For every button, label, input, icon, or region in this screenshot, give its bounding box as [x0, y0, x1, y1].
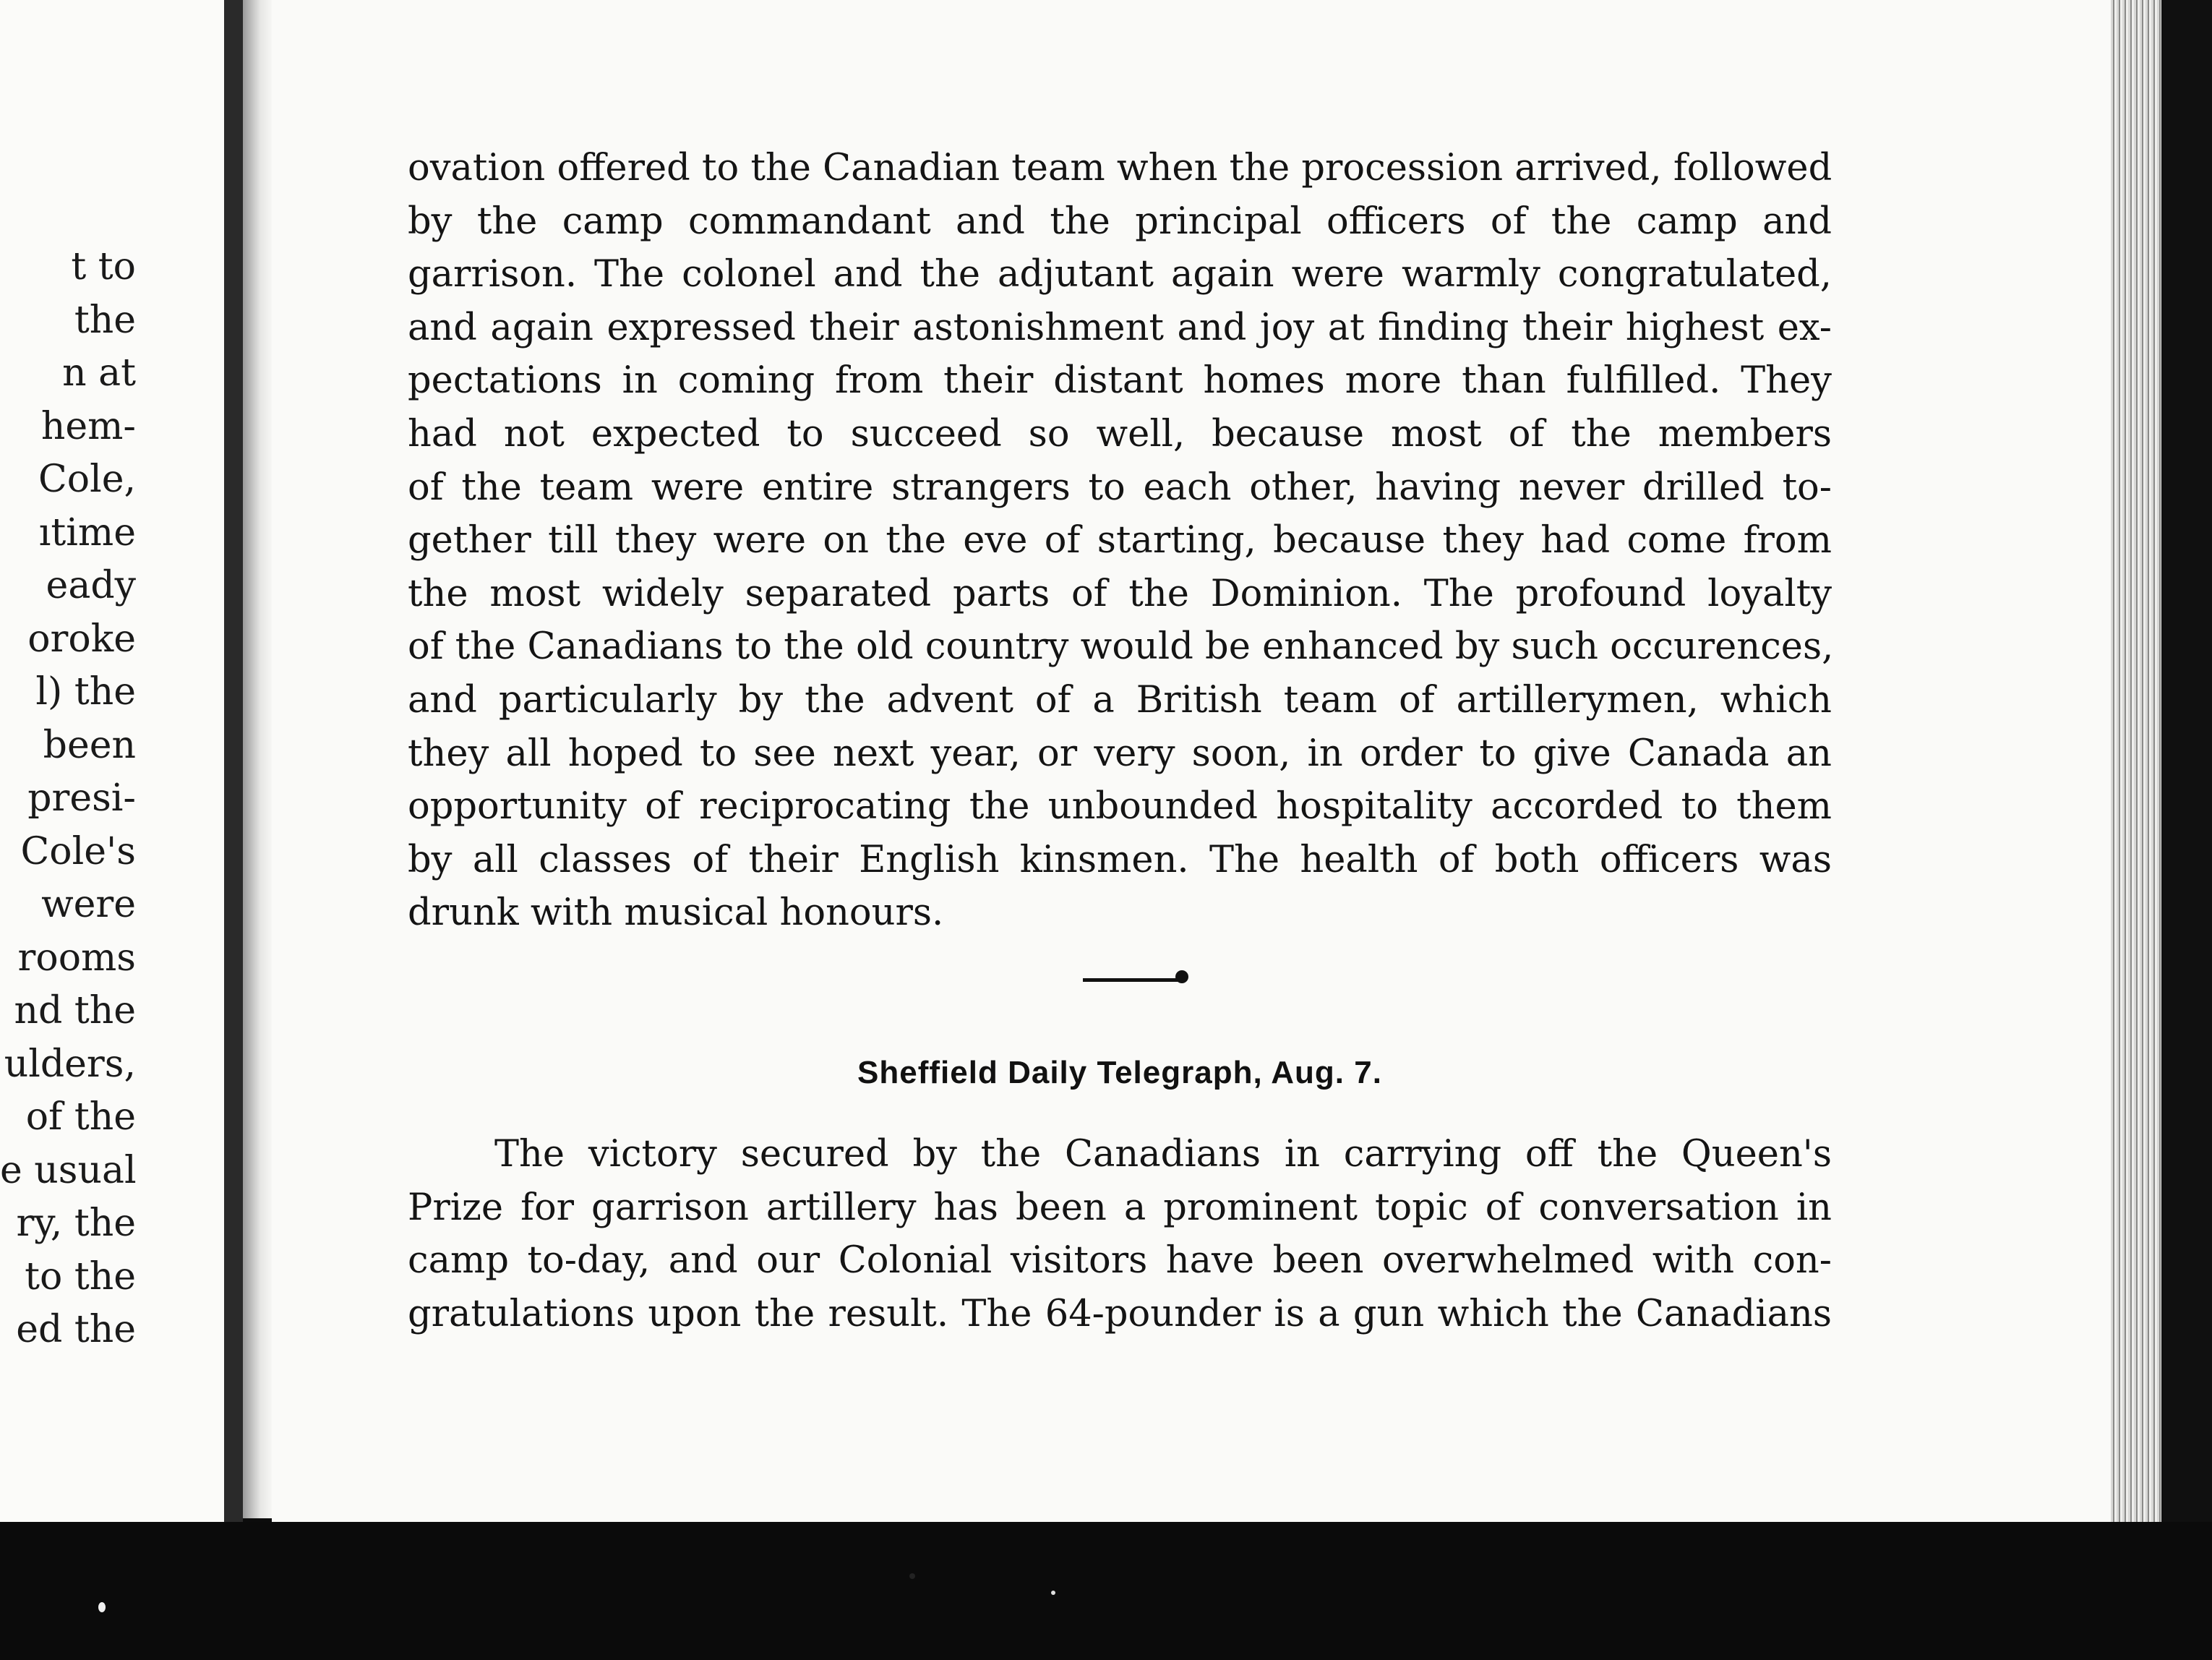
scan-speck	[1051, 1591, 1055, 1595]
text-line: drunk with musical honours.	[408, 891, 944, 935]
left-line: Cole's	[20, 829, 136, 873]
left-line: l) the	[35, 670, 136, 714]
text-line: by all classes of their English kinsmen. The health of both officers was	[408, 838, 1832, 881]
text-line: and again expressed their astonishment and joy at finding their highest ex-	[408, 306, 1832, 349]
left-line: been	[43, 723, 136, 767]
book-gutter	[224, 0, 243, 1522]
left-line: the	[74, 298, 136, 342]
left-line: oroke	[27, 617, 136, 661]
left-line: ry, the	[16, 1202, 136, 1245]
left-line: Cole,	[38, 458, 136, 501]
left-line: ıtime	[38, 510, 136, 555]
left-line: hem-	[40, 404, 136, 448]
left-line: presi-	[27, 776, 136, 820]
left-line: n at	[62, 351, 136, 395]
text-line: garrison. The colonel and the adjutant again were warmly congratulated,	[408, 253, 1832, 296]
left-facing-page	[0, 0, 231, 1526]
text-line: gether till they were on the eve of starting, because they had come from	[408, 519, 1832, 562]
scan-speck	[98, 1602, 106, 1612]
right-background	[2161, 0, 2212, 1660]
left-line: e usual	[0, 1148, 137, 1192]
left-line: t to	[71, 245, 136, 288]
left-line: eady	[46, 564, 136, 607]
page-edges	[2111, 0, 2161, 1591]
text-line: they all hoped to see next year, or very soon, in order to give Canada an	[408, 732, 1832, 775]
text-line: camp to-day, and our Colonial visitors have been overwhelmed with con-	[408, 1239, 1832, 1283]
left-page-text-fragments	[0, 241, 217, 1357]
text-line: of the Canadians to the old country would be enhanced by such occurences,	[408, 625, 1834, 669]
bottom-background	[0, 1522, 2212, 1660]
left-line: rooms	[17, 936, 136, 980]
gutter-shadow	[243, 0, 272, 1518]
scan-speck	[909, 1573, 915, 1579]
text-line: pectations in coming from their distant homes more than fulfilled. They	[408, 359, 1832, 403]
text-line: by the camp commandant and the principal officers of the camp and	[408, 200, 1832, 243]
text-line: of the team were entire strangers to each other, having never drilled to-	[408, 466, 1832, 509]
left-line: ed the	[16, 1308, 136, 1351]
left-line: were	[41, 883, 136, 926]
paragraph-2	[408, 1128, 1832, 1340]
left-line: nd the	[14, 989, 136, 1032]
paragraph-1	[408, 142, 1832, 940]
text-line: ovation offered to the Canadian team when the procession arrived, followed	[408, 147, 1832, 189]
section-divider-rule	[1083, 978, 1181, 982]
text-line: and particularly by the advent of a British team of artillerymen, which	[408, 678, 1832, 722]
text-line: had not expected to succeed so well, because most of the members	[408, 412, 1832, 455]
left-line: ulders,	[4, 1042, 136, 1086]
text-line: opportunity of reciprocating the unbounded hospitality accorded to them	[408, 785, 1832, 829]
left-line: to the	[25, 1254, 136, 1299]
left-line: of the	[25, 1095, 136, 1139]
text-line: Prize for garrison artillery has been a prominent topic of conversation in	[408, 1186, 1832, 1229]
text-line: gratulations upon the result. The 64-pounder is a gun which the Canadians	[408, 1292, 1832, 1335]
text-line: The victory secured by the Canadians in carrying off the Queen's	[494, 1133, 1832, 1176]
source-heading: Sheffield Daily Telegraph, Aug. 7.	[857, 1055, 1382, 1090]
text-line: the most widely separated parts of the Dominion. The profound loyalty	[408, 572, 1832, 615]
section-divider-dot	[1175, 970, 1188, 983]
